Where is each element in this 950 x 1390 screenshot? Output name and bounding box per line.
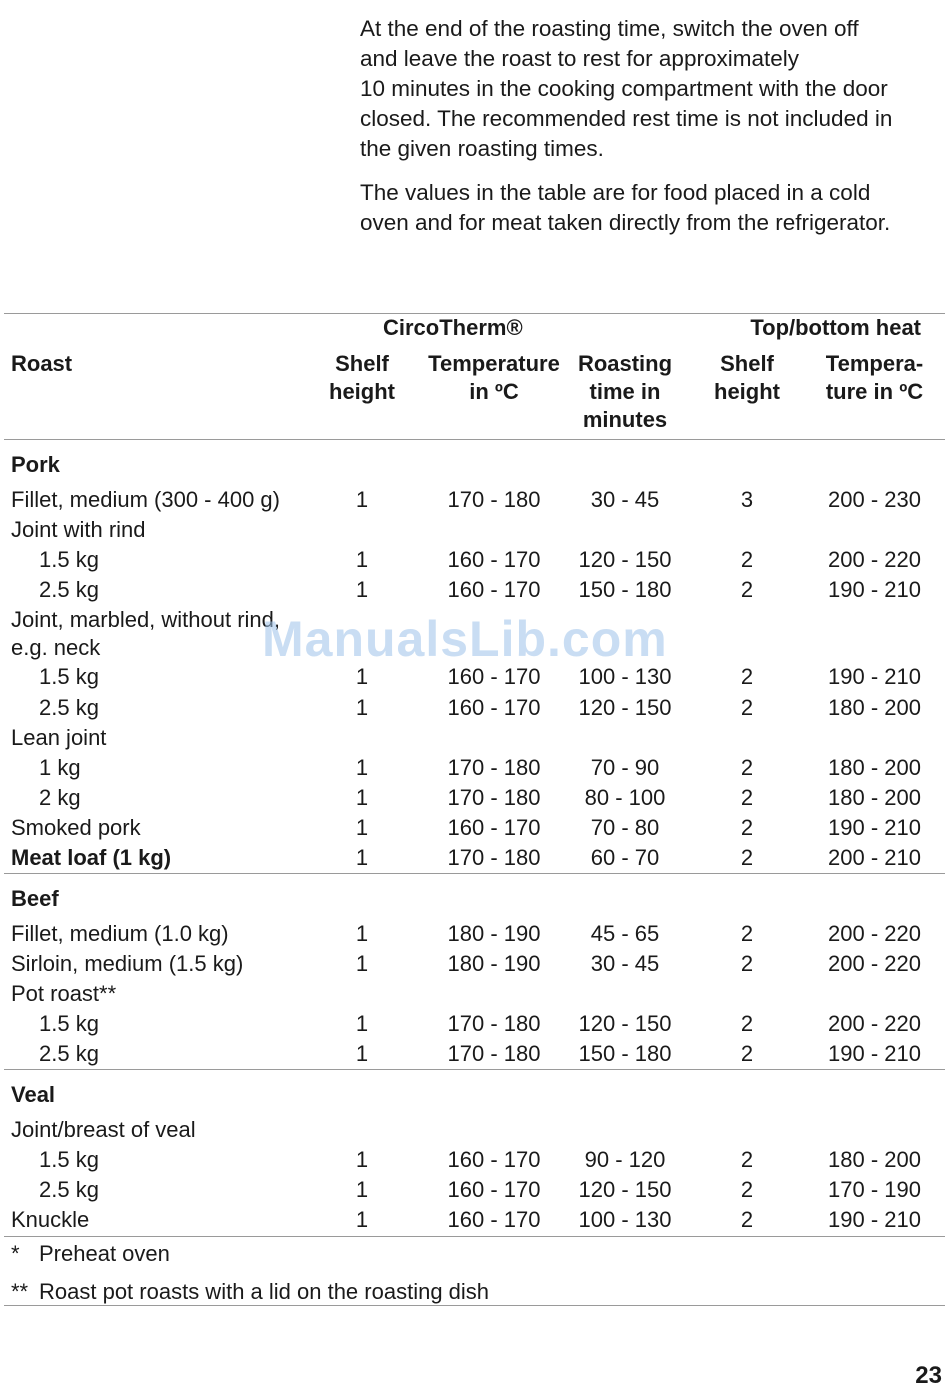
cell-temp1: 180 - 190 (447, 921, 541, 946)
cell-temp1: 160 - 170 (447, 1147, 541, 1173)
cell-shelf2: 2 (740, 754, 754, 780)
cell-shelf2: 2 (740, 1041, 754, 1067)
page-number: 23 (915, 1362, 942, 1389)
row-label: 1.5 kg (39, 664, 99, 690)
cell-shelf1: 1 (355, 845, 369, 870)
cell-shelf1: 1 (355, 487, 369, 512)
section-title: Veal (11, 1082, 56, 1107)
footnote-1: * Preheat oven (11, 1241, 170, 1266)
row-label: 2.5 kg (39, 1041, 99, 1067)
cell-temp1: 160 - 170 (447, 664, 541, 690)
cell-temp1: 160 - 170 (447, 814, 541, 840)
cell-time: 70 - 90 (590, 754, 660, 780)
cell-temp1: 170 - 180 (447, 1011, 541, 1037)
cell-shelf1: 1 (355, 1147, 369, 1173)
row-label: Joint with rind (11, 517, 146, 543)
row-label: Fillet, medium (300 - 400 g) (11, 487, 280, 512)
row-label: Joint, marbled, without rind, (11, 607, 281, 633)
column-header-temperature-top-bottom: Tempera- ture in ºC (825, 351, 924, 404)
cell-time: 45 - 65 (590, 921, 660, 946)
row-label: Smoked pork (11, 814, 141, 840)
cell-temp2: 180 - 200 (828, 1147, 921, 1173)
cell-shelf1: 1 (355, 784, 369, 810)
cell-temp2: 190 - 210 (828, 577, 921, 603)
cell-temp2: 180 - 200 (828, 784, 921, 810)
cell-temp2: 180 - 200 (828, 754, 921, 780)
cell-shelf2: 2 (740, 951, 754, 977)
intro-text (360, 14, 945, 252)
cell-time: 30 - 45 (590, 487, 660, 512)
cell-temp2: 200 - 230 (828, 487, 921, 512)
cell-temp2: 180 - 200 (828, 694, 921, 720)
section-divider (4, 873, 945, 874)
footnote-2: ** Roast pot roasts with a lid on the roasting dish (11, 1279, 490, 1304)
cell-temp1: 160 - 170 (447, 1177, 541, 1203)
cell-temp1: 170 - 180 (447, 845, 541, 870)
cell-time: 100 - 130 (578, 664, 672, 690)
cell-temp1: 170 - 180 (447, 784, 541, 810)
cell-time: 60 - 70 (590, 845, 660, 870)
column-header-shelf-height-top-bottom: Shelf height (714, 351, 780, 404)
cell-shelf1: 1 (355, 1207, 369, 1233)
row-label: Pot roast** (11, 981, 117, 1007)
cell-temp2: 190 - 210 (828, 1041, 921, 1067)
cell-temp1: 160 - 170 (447, 1207, 541, 1233)
cell-shelf2: 2 (740, 845, 754, 870)
cell-shelf2: 3 (740, 487, 754, 512)
row-label: 2.5 kg (39, 1177, 99, 1203)
cell-shelf1: 1 (355, 547, 369, 573)
cell-shelf2: 2 (740, 1177, 754, 1203)
cell-shelf2: 2 (740, 921, 754, 946)
cell-shelf1: 1 (355, 1177, 369, 1203)
cell-temp1: 180 - 190 (447, 951, 541, 977)
cell-temp1: 160 - 170 (447, 577, 541, 603)
cell-shelf2: 2 (740, 664, 754, 690)
cell-temp2: 200 - 210 (828, 845, 921, 870)
row-label: Knuckle (11, 1207, 90, 1233)
row-label: 1 kg (39, 754, 81, 780)
cell-temp2: 190 - 210 (828, 664, 921, 690)
cell-temp2: 200 - 220 (828, 921, 921, 946)
cell-time: 30 - 45 (590, 951, 660, 977)
cell-shelf1: 1 (355, 951, 369, 977)
row-label: 2.5 kg (39, 694, 99, 720)
row-label-continuation: e.g. neck (11, 635, 101, 661)
row-label: 1.5 kg (39, 1147, 99, 1173)
cell-shelf1: 1 (355, 577, 369, 603)
cell-time: 80 - 100 (584, 784, 666, 810)
cell-shelf1: 1 (355, 814, 369, 840)
manualslib-watermark: ManualsLib.com (262, 611, 668, 667)
cell-time: 120 - 150 (578, 694, 672, 720)
section-divider (4, 1069, 945, 1070)
row-label: Sirloin, medium (1.5 kg) (11, 951, 244, 977)
group-header-top-bottom-heat: Top/bottom heat (750, 315, 921, 340)
cell-time: 120 - 150 (578, 547, 672, 573)
intro-paragraph-2: The values in the table are for food placed in a cold oven and for meat taken directly from the refrigerator. (360, 180, 891, 235)
cell-temp1: 170 - 180 (447, 487, 541, 512)
cell-time: 150 - 180 (578, 1041, 672, 1067)
cell-shelf1: 1 (355, 694, 369, 720)
cell-shelf1: 1 (355, 921, 369, 946)
row-label: 2 kg (39, 784, 81, 810)
footnote-bottom-rule (4, 1305, 945, 1306)
cell-time: 120 - 150 (578, 1177, 672, 1203)
row-label: 1.5 kg (39, 1011, 99, 1037)
cell-shelf2: 2 (740, 784, 754, 810)
cell-temp2: 170 - 190 (828, 1177, 921, 1203)
cell-shelf1: 1 (355, 754, 369, 780)
cell-temp2: 200 - 220 (828, 547, 921, 573)
cell-temp1: 170 - 180 (447, 754, 541, 780)
cell-shelf2: 2 (740, 814, 754, 840)
cell-temp2: 190 - 210 (828, 814, 921, 840)
cell-temp2: 200 - 220 (828, 1011, 921, 1037)
cell-shelf2: 2 (740, 577, 754, 603)
section-title: Beef (11, 886, 59, 911)
cell-shelf1: 1 (355, 664, 369, 690)
section-title: Pork (11, 452, 60, 477)
cell-shelf1: 1 (355, 1041, 369, 1067)
cell-time: 120 - 150 (578, 1011, 672, 1037)
row-label: Meat loaf (1 kg) (11, 845, 172, 870)
row-label: Fillet, medium (1.0 kg) (11, 921, 229, 946)
cell-shelf2: 2 (740, 694, 754, 720)
cell-temp1: 170 - 180 (447, 1041, 541, 1067)
header-bottom-rule (4, 439, 945, 440)
group-header-circotherm: CircoTherm® (383, 315, 523, 340)
cell-shelf2: 2 (740, 1011, 754, 1037)
table-bottom-rule (4, 1236, 945, 1237)
column-header-roast: Roast (11, 351, 73, 376)
intro-paragraph-1: At the end of the roasting time, switch the oven off and leave the roast to rest for approximately 10 minutes in the cooking compartment with the door closed. The recommended rest time is not included in the given roasting times. (360, 16, 893, 161)
cell-temp1: 160 - 170 (447, 694, 541, 720)
column-header-shelf-height-circotherm: Shelf height (329, 351, 395, 404)
row-label: 2.5 kg (39, 577, 99, 603)
cell-shelf2: 2 (740, 1207, 754, 1233)
column-header-temperature-circotherm: Temperature in ºC (428, 351, 560, 404)
row-label: Joint/breast of veal (11, 1117, 196, 1142)
cell-time: 70 - 80 (590, 814, 660, 840)
cell-shelf2: 2 (740, 1147, 754, 1173)
cell-shelf2: 2 (740, 547, 754, 573)
cell-temp1: 160 - 170 (447, 547, 541, 573)
cell-temp2: 190 - 210 (828, 1207, 921, 1233)
row-label: Lean joint (11, 724, 107, 750)
cell-time: 100 - 130 (578, 1207, 672, 1233)
cell-time: 150 - 180 (578, 577, 672, 603)
cell-time: 90 - 120 (584, 1147, 666, 1173)
row-label: 1.5 kg (39, 547, 99, 573)
column-header-roasting-time: Roasting time in minutes (577, 351, 673, 432)
cell-temp2: 200 - 220 (828, 951, 921, 977)
cell-shelf1: 1 (355, 1011, 369, 1037)
